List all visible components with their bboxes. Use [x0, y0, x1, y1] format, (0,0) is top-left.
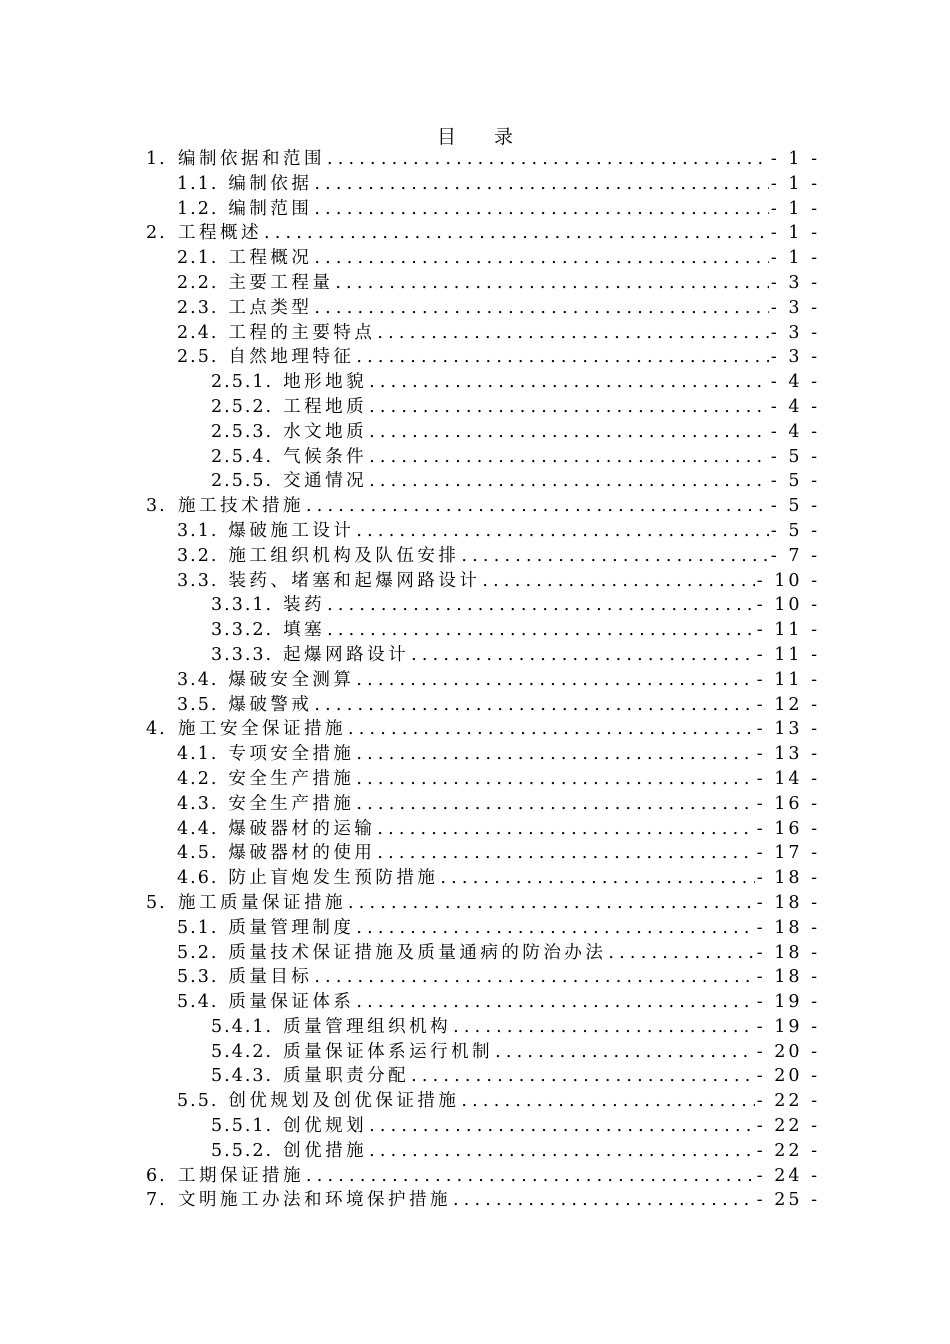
toc-entry-title: 质量保证体系运行机制: [283, 1041, 494, 1062]
toc-entry-title: 主要工程量: [228, 272, 334, 293]
toc-entry-title: 创优措施: [283, 1140, 368, 1161]
toc-dot-leader: [356, 767, 754, 792]
toc-entry-title: 编制依据: [228, 173, 313, 194]
toc-entry-title: 防止盲炮发生预防措施: [228, 868, 439, 889]
toc-dot-leader: [440, 866, 754, 891]
toc-entry-number: 3.3.: [177, 570, 219, 591]
toc-entry-title: 质量职责分配: [283, 1066, 410, 1087]
toc-entry-title: 装药: [283, 595, 326, 616]
toc-entry-page: - 18 -: [756, 917, 820, 938]
toc-entry-number: 4.4.: [177, 818, 219, 839]
toc-dot-leader: [356, 345, 769, 370]
toc-entry-number: 1.2.: [177, 198, 219, 219]
toc-entry-number: 4.3.: [177, 793, 219, 814]
toc-entry-number: 3.3.1.: [211, 595, 274, 616]
toc-dot-leader: [369, 420, 769, 445]
toc-entry-title: 爆破警戒: [228, 694, 313, 715]
toc-entry[interactable]: [140, 445, 820, 470]
toc-entry-number: 2.1.: [177, 248, 219, 269]
toc-entry-number: 5.2.: [177, 942, 219, 963]
toc-entry[interactable]: [140, 469, 820, 494]
toc-dot-leader: [356, 916, 754, 941]
toc-entry-title: 质量管理组织机构: [283, 1016, 452, 1037]
toc-entry[interactable]: [140, 494, 820, 519]
toc-entry-number: 2.5.: [177, 347, 219, 368]
toc-dot-leader: [461, 544, 769, 569]
toc-entry-title: 编制依据和范围: [178, 149, 325, 169]
toc-entry-number: 3.1.: [177, 520, 219, 541]
toc-entry[interactable]: [140, 221, 820, 246]
toc-entry-number: 2.2.: [177, 272, 219, 293]
toc-dot-leader: [377, 841, 754, 866]
toc-entry[interactable]: [140, 767, 820, 792]
toc-entry-number: 3.: [146, 496, 167, 517]
toc-entry[interactable]: [140, 1015, 820, 1040]
toc-entry-title: 工程概述: [178, 223, 262, 244]
toc-entry-number: 4.2.: [177, 768, 219, 789]
toc-entry-page: - 16 -: [756, 793, 820, 814]
toc-entry-number: 2.: [146, 223, 167, 244]
toc-dot-leader: [377, 817, 754, 842]
toc-dot-leader: [411, 1064, 755, 1089]
toc-dot-leader: [369, 1139, 755, 1164]
toc-entry[interactable]: [140, 420, 820, 445]
toc-entry[interactable]: [140, 345, 820, 370]
toc-entry[interactable]: [140, 618, 820, 643]
toc-entry-title: 爆破施工设计: [228, 520, 355, 541]
toc-entry-number: 5.4.1.: [211, 1016, 274, 1037]
toc-entry-page: - 19 -: [756, 992, 820, 1013]
toc-entry-title: 工程的主要特点: [228, 322, 376, 343]
toc-entry-page: - 17 -: [756, 843, 820, 864]
toc-entry-page: - 1 -: [770, 149, 820, 169]
toc-dot-leader: [327, 618, 755, 643]
toc-entry[interactable]: [140, 717, 820, 742]
toc-entry-page: - 3 -: [770, 297, 820, 318]
toc-entry[interactable]: [140, 965, 820, 990]
toc-entry-page: - 1 -: [770, 248, 820, 269]
toc-dot-leader: [314, 246, 769, 271]
toc-entry-number: 7.: [146, 1190, 167, 1211]
toc-entry-title: 安全生产措施: [228, 793, 355, 814]
toc-entry[interactable]: [140, 593, 820, 618]
toc-entry-page: - 1 -: [770, 198, 820, 219]
toc-entry-number: 2.3.: [177, 297, 219, 318]
toc-dot-leader: [482, 569, 754, 594]
toc-dot-leader: [356, 792, 754, 817]
toc-entry[interactable]: [140, 1089, 820, 1114]
toc-entry-number: 5.: [146, 892, 167, 913]
toc-entry-number: 4.: [146, 719, 167, 740]
toc-entry[interactable]: [140, 370, 820, 395]
toc-entry-number: 3.5.: [177, 694, 219, 715]
toc-dot-leader: [264, 221, 769, 246]
toc-dot-leader: [327, 593, 755, 618]
toc-heading: 目 录: [436, 126, 513, 148]
toc-entry-number: 5.1.: [177, 917, 219, 938]
toc-dot-leader: [411, 643, 755, 668]
toc-entry-number: 4.6.: [177, 868, 219, 889]
toc-entry-page: - 3 -: [770, 347, 820, 368]
toc-entry-title: 填塞: [283, 620, 326, 641]
toc-entry-number: 2.5.5.: [211, 471, 274, 492]
toc-dot-leader: [306, 1164, 755, 1189]
toc-entry-title: 创优规划: [283, 1116, 368, 1137]
toc-entry-page: - 11 -: [756, 620, 820, 641]
toc-entry-page: - 18 -: [756, 892, 820, 913]
toc-entry-title: 爆破安全测算: [228, 669, 355, 690]
toc-entry-number: 2.5.1.: [211, 372, 274, 393]
toc-entry-title: 起爆网路设计: [283, 644, 410, 665]
toc-entry-page: - 5 -: [770, 446, 820, 467]
toc-entry-title: 质量目标: [228, 967, 313, 988]
toc-entry[interactable]: [140, 693, 820, 718]
toc-entry-page: - 4 -: [770, 396, 820, 417]
toc-entry-page: - 13 -: [756, 744, 820, 765]
toc-entry[interactable]: [140, 1040, 820, 1065]
toc-entry[interactable]: [140, 569, 820, 594]
table-of-contents: [140, 147, 820, 1213]
toc-dot-leader: [356, 742, 754, 767]
toc-entry[interactable]: [140, 271, 820, 296]
toc-dot-leader: [335, 271, 769, 296]
toc-dot-leader: [306, 494, 769, 519]
toc-entry-title: 工程概况: [228, 248, 313, 269]
toc-dot-leader: [369, 1114, 755, 1139]
toc-entry-number: 5.3.: [177, 967, 219, 988]
toc-entry-number: 3.4.: [177, 669, 219, 690]
toc-entry-page: - 18 -: [756, 942, 820, 963]
toc-entry-title: 质量技术保证措施及质量通病的防治办法: [228, 942, 607, 963]
toc-entry-title: 自然地理特征: [228, 347, 355, 368]
toc-entry-page: - 3 -: [770, 272, 820, 293]
toc-dot-leader: [314, 693, 754, 718]
toc-entry-page: - 3 -: [770, 322, 820, 343]
toc-dot-leader: [314, 197, 769, 222]
toc-entry[interactable]: [140, 1139, 820, 1164]
toc-entry-page: - 22 -: [756, 1116, 820, 1137]
toc-entry[interactable]: [140, 296, 820, 321]
toc-entry-number: 3.2.: [177, 545, 219, 566]
toc-entry-number: 6.: [146, 1165, 167, 1186]
toc-dot-leader: [327, 147, 769, 172]
toc-entry[interactable]: [140, 668, 820, 693]
toc-entry-number: 5.4.2.: [211, 1041, 274, 1062]
toc-entry-title: 编制范围: [228, 198, 313, 219]
toc-dot-leader: [356, 990, 754, 1015]
toc-entry-number: 3.3.3.: [211, 644, 274, 665]
toc-entry-title: 爆破器材的使用: [228, 843, 376, 864]
toc-entry-page: - 1 -: [770, 223, 820, 244]
toc-entry-page: - 7 -: [770, 545, 820, 566]
toc-dot-leader: [348, 891, 755, 916]
toc-entry-number: 5.5.: [177, 1091, 219, 1112]
toc-entry[interactable]: [140, 941, 820, 966]
toc-entry[interactable]: [140, 742, 820, 767]
toc-dot-leader: [453, 1015, 755, 1040]
toc-entry[interactable]: [140, 1064, 820, 1089]
toc-entry[interactable]: [140, 147, 820, 172]
toc-entry[interactable]: [140, 916, 820, 941]
toc-entry-page: - 20 -: [756, 1041, 820, 1062]
toc-entry-number: 4.5.: [177, 843, 219, 864]
toc-entry-title: 水文地质: [283, 421, 368, 442]
toc-entry-page: - 1 -: [770, 173, 820, 194]
toc-entry-number: 5.4.3.: [211, 1066, 274, 1087]
toc-entry-title: 施工安全保证措施: [178, 719, 346, 740]
toc-entry[interactable]: [140, 891, 820, 916]
toc-entry[interactable]: [140, 197, 820, 222]
toc-entry-title: 施工质量保证措施: [178, 892, 346, 913]
toc-dot-leader: [369, 445, 769, 470]
toc-entry-page: - 10 -: [756, 570, 820, 591]
toc-entry-page: - 14 -: [756, 768, 820, 789]
toc-entry-number: 3.3.2.: [211, 620, 274, 641]
toc-entry-title: 安全生产措施: [228, 768, 355, 789]
toc-entry[interactable]: [140, 1114, 820, 1139]
toc-entry-page: - 18 -: [756, 868, 820, 889]
toc-dot-leader: [314, 965, 754, 990]
toc-entry[interactable]: [140, 395, 820, 420]
toc-dot-leader: [369, 370, 769, 395]
toc-entry-page: - 5 -: [770, 471, 820, 492]
toc-entry[interactable]: [140, 990, 820, 1015]
toc-entry-page: - 22 -: [756, 1140, 820, 1161]
toc-entry-number: 4.1.: [177, 744, 219, 765]
toc-dot-leader: [453, 1188, 755, 1213]
toc-entry[interactable]: [140, 246, 820, 271]
toc-entry-title: 专项安全措施: [228, 744, 355, 765]
toc-entry-page: - 18 -: [756, 967, 820, 988]
toc-entry[interactable]: [140, 544, 820, 569]
toc-entry-title: 工程地质: [283, 396, 368, 417]
toc-entry-page: - 12 -: [756, 694, 820, 715]
toc-entry-page: - 4 -: [770, 372, 820, 393]
toc-entry-number: 2.5.2.: [211, 396, 274, 417]
toc-entry[interactable]: [140, 1164, 820, 1189]
toc-entry-page: - 19 -: [756, 1016, 820, 1037]
toc-dot-leader: [461, 1089, 754, 1114]
toc-entry-number: 1.: [146, 149, 167, 169]
toc-entry-number: 5.5.2.: [211, 1140, 274, 1161]
toc-entry-page: - 20 -: [756, 1066, 820, 1087]
toc-entry-title: 质量管理制度: [228, 917, 355, 938]
toc-entry-title: 文明施工办法和环境保护措施: [178, 1190, 451, 1211]
toc-entry-page: - 5 -: [770, 520, 820, 541]
toc-entry[interactable]: [140, 841, 820, 866]
toc-entry-number: 2.5.3.: [211, 421, 274, 442]
toc-dot-leader: [314, 172, 769, 197]
toc-entry-number: 5.4.: [177, 992, 219, 1013]
toc-entry-page: - 4 -: [770, 421, 820, 442]
toc-dot-leader: [314, 296, 769, 321]
toc-entry-title: 交通情况: [283, 471, 368, 492]
toc-entry-title: 质量保证体系: [228, 992, 355, 1013]
toc-entry-page: - 25 -: [756, 1190, 820, 1211]
toc-entry-title: 装药、堵塞和起爆网路设计: [228, 570, 481, 591]
toc-entry[interactable]: [140, 519, 820, 544]
toc-entry-page: - 11 -: [756, 644, 820, 665]
toc-entry-number: 2.4.: [177, 322, 219, 343]
toc-entry-title: 创优规划及创优保证措施: [228, 1091, 460, 1112]
toc-entry-title: 施工技术措施: [178, 496, 304, 517]
toc-dot-leader: [369, 469, 769, 494]
toc-entry[interactable]: [140, 321, 820, 346]
toc-entry-title: 爆破器材的运输: [228, 818, 376, 839]
toc-dot-leader: [356, 519, 769, 544]
toc-entry-page: - 24 -: [756, 1165, 820, 1186]
toc-dot-leader: [377, 321, 769, 346]
toc-dot-leader: [608, 941, 754, 966]
toc-entry-number: 1.1.: [177, 173, 219, 194]
toc-entry-page: - 10 -: [756, 595, 820, 616]
toc-entry[interactable]: [140, 817, 820, 842]
toc-entry[interactable]: [140, 866, 820, 891]
toc-entry-page: - 22 -: [756, 1091, 820, 1112]
toc-entry-title: 气候条件: [283, 446, 368, 467]
toc-entry-title: 施工组织机构及队伍安排: [228, 545, 460, 566]
toc-entry-title: 工点类型: [228, 297, 313, 318]
toc-dot-leader: [495, 1040, 755, 1065]
toc-entry-title: 工期保证措施: [178, 1165, 304, 1186]
toc-entry[interactable]: [140, 172, 820, 197]
toc-entry[interactable]: [140, 1188, 820, 1213]
toc-entry-number: 5.5.1.: [211, 1116, 274, 1137]
toc-entry[interactable]: [140, 643, 820, 668]
toc-entry-page: - 13 -: [756, 719, 820, 740]
toc-entry-page: - 5 -: [770, 496, 820, 517]
toc-dot-leader: [356, 668, 754, 693]
toc-dot-leader: [348, 717, 755, 742]
toc-entry-page: - 16 -: [756, 818, 820, 839]
toc-dot-leader: [369, 395, 769, 420]
toc-entry[interactable]: [140, 792, 820, 817]
toc-entry-title: 地形地貌: [283, 372, 368, 393]
toc-entry-page: - 11 -: [756, 669, 820, 690]
toc-entry-number: 2.5.4.: [211, 446, 274, 467]
